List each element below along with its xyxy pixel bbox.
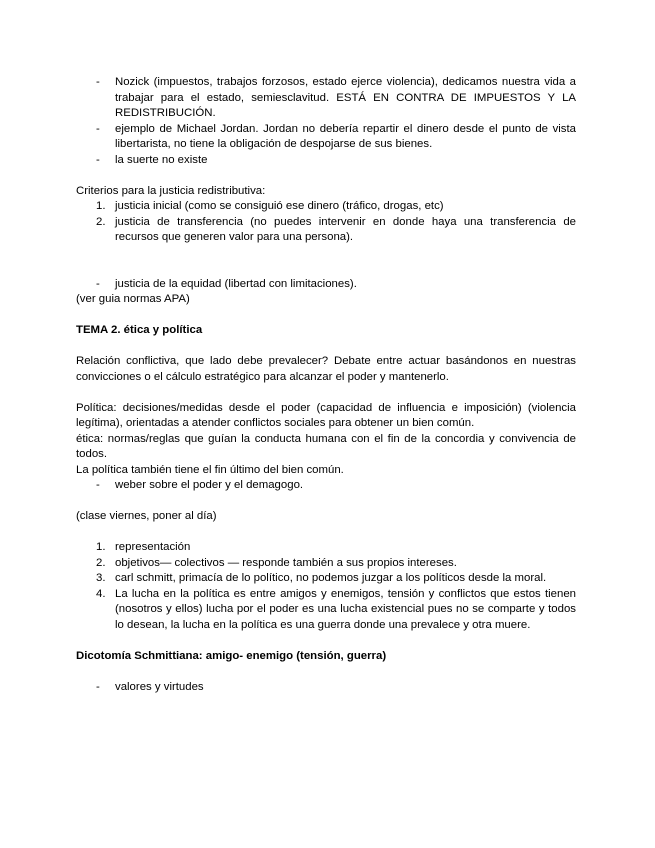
list-text: La lucha en la política es entre amigos y enemigos, tensión y conflictos que estos tienen (nosotros y ellos) lucha por el poder es una lucha existencial pues no se comparte y todos lo desean, la lucha en la política es una guerra donde una prevalece y otra muere. — [115, 587, 576, 631]
list-number: 4. — [96, 587, 106, 600]
spacer — [76, 261, 576, 277]
list-text: objetivos— colectivos — responde también a sus propios intereses. — [115, 556, 457, 569]
criteria-heading: Criterios para la justicia redistributiva: — [76, 184, 266, 197]
bullet-text: Nozick (impuestos, trabajos forzosos, estado ejerce violencia), dedicamos nuestra vida a trabajar para el estado, semiesclavitud. ESTÁ EN CONTRA DE IMPUESTOS Y LA REDISTRIBUCIÓN. — [115, 76, 576, 119]
paragraph: Relación conflictiva, que lado debe prevalecer? Debate entre actuar basándonos en nuestras convicciones o el cálculo estratégico para alcanzar el poder y mantenerlo. — [76, 355, 576, 383]
list-item — [76, 556, 576, 572]
bullet-dash: - — [96, 76, 100, 88]
document-content — [76, 75, 576, 695]
list-item — [76, 680, 576, 696]
list-text: carl schmitt, primacía de lo político, no podemos juzgar a los políticos desde la moral. — [115, 572, 547, 584]
paragraph: ética: normas/reglas que guían la conducta humana con el fin de la concordia y convivencia de todos. — [76, 432, 576, 460]
list-item — [76, 277, 576, 293]
list-item — [76, 587, 576, 634]
paragraph: La política también tiene el fin último del bien común. — [76, 463, 344, 476]
bullet-dash: - — [96, 479, 100, 491]
list-text: representación — [115, 541, 191, 553]
bullet-dash: - — [96, 122, 100, 135]
bullet-text: weber sobre el poder y el demagogo. — [115, 479, 304, 491]
list-item — [76, 478, 576, 494]
apa-note: (ver guia normas APA) — [76, 293, 190, 305]
bullet-text: justicia de la equidad (libertad con limitaciones). — [115, 277, 357, 290]
bullet-text: la suerte no existe — [115, 153, 208, 166]
spacer — [76, 633, 576, 649]
list-item — [76, 571, 576, 587]
list-item — [76, 199, 576, 215]
paragraph: Política: decisiones/medidas desde el poder (capacidad de influencia e imposición) (violencia legítima), orientadas a atender conflictos sociales para obtener un bien común. — [76, 401, 576, 429]
spacer — [76, 168, 576, 184]
spacer — [76, 246, 576, 262]
list-item — [76, 153, 576, 169]
spacer — [76, 339, 576, 355]
list-text: justicia inicial (como se consiguió ese dinero (tráfico, drogas, etc) — [115, 200, 444, 212]
list-number: 2. — [96, 215, 106, 228]
list-item — [76, 215, 576, 246]
list-number: 3. — [96, 572, 106, 584]
list-text: justicia de transferencia (no puedes intervenir en donde haya una transferencia de recursos que generen valor para una persona). — [115, 215, 576, 243]
list-number: 1. — [96, 200, 106, 212]
spacer — [76, 664, 576, 680]
bullet-text: ejemplo de Michael Jordan. Jordan no debería repartir el dinero desde el punto de vista libertarista, no tiene la obligación de despojarse de sus bienes. — [115, 122, 576, 150]
spacer — [76, 525, 576, 541]
spacer — [76, 494, 576, 510]
section-title: TEMA 2. ética y política — [76, 324, 203, 336]
section-title: Dicotomía Schmittiana: amigo- enemigo (tensión, guerra) — [76, 649, 387, 662]
list-item — [76, 540, 576, 556]
bullet-dash: - — [96, 153, 100, 166]
list-number: 2. — [96, 556, 106, 569]
bullet-text: valores y virtudes — [115, 680, 204, 693]
bullet-dash: - — [96, 277, 100, 290]
list-item — [76, 75, 576, 122]
spacer — [76, 308, 576, 324]
list-number: 1. — [96, 541, 106, 553]
spacer — [76, 385, 576, 401]
class-note: (clase viernes, poner al día) — [76, 510, 217, 522]
bullet-dash: - — [96, 680, 100, 693]
list-item — [76, 122, 576, 153]
